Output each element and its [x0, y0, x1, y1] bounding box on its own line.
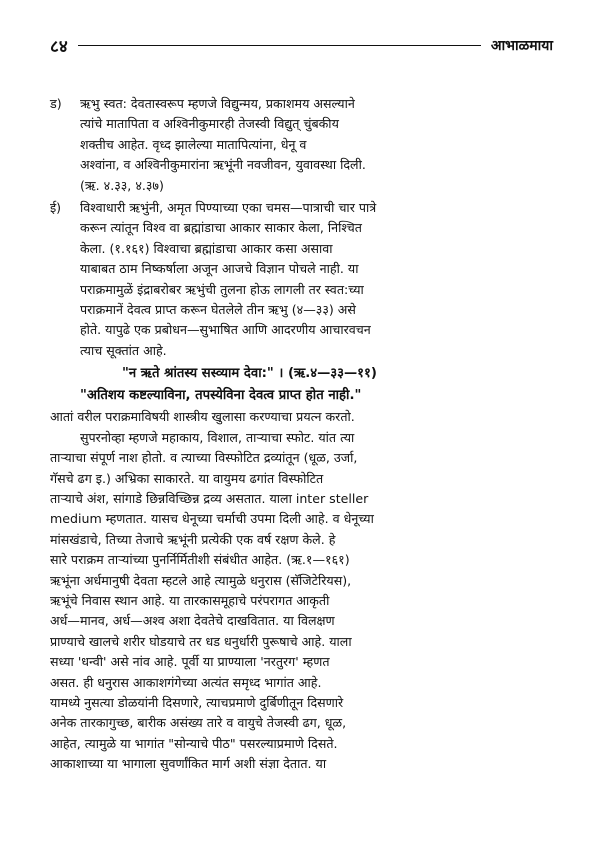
list-item-d: [50, 94, 553, 196]
text-line: यामध्ये नुसत्या डोळयांनी दिसणारे, त्याचप्रमाणे दुर्बिणीतून दिसणारे: [50, 694, 344, 710]
list-item-label: ड): [50, 96, 62, 111]
text-line: याबाबत ठाम निष्कर्षाला अजून आजचे विज्ञान पोचले नाही. या: [80, 261, 359, 277]
text-line: अर्ध—मानव, अर्ध—अश्व अशा देवतेचे दाखवितात. या विलक्षण: [50, 613, 335, 629]
text-line: गॅसचे ढग इ.) अभ्रिका साकारते. या वायुमय ढगांत विस्फोटित: [50, 470, 324, 486]
text-line: आकाशाच्या या भागाला सुवर्णांकित मार्ग अशी संज्ञा देतात. या: [50, 756, 327, 772]
text-line: सारे पराक्रम ताऱ्यांच्या पुनर्निर्मितीशी संबंधीत आहेत. (ऋ.१—१६१): [50, 552, 350, 568]
quote-translation: "अतिशय कष्टल्याविना, तपस्येविना देवत्व प्राप्त होत नाही.": [80, 388, 362, 404]
text-line: आतां वरील पराक्रमाविषयी शास्त्रीय खुलासा करण्याचा प्रयत्न करतो.: [50, 409, 355, 425]
text-line: असत. ही धनुरास आकाशगंगेच्या अत्यंत समृध्द भागांत आहे.: [50, 674, 322, 690]
list-item-text: [80, 94, 553, 196]
text-line: ऋभूंचे निवास स्थान आहे. या तारकासमूहाचे परंपरागत आकृती: [50, 592, 330, 608]
text-line: (ऋ. ४.३३, ४.३७): [80, 177, 164, 193]
text-line: ऋभूंना अर्धमानुषी देवता म्हटले आहे त्यामुळे धनुरास (सॅजिटेरियस),: [50, 572, 352, 588]
text-line: अनेक तारकागुच्छ, बारीक असंख्य तारे व वायुचे तेजस्वी ढग, धूळ,: [50, 715, 347, 731]
sanskrit-quote: "न ऋते श्रांतस्य सस्व्याम देवा:" । (ऋ.४—३३—११): [122, 366, 377, 382]
text-line: medium म्हणतात. यासच धेनूच्या चर्माची उपमा दिली आहे. व धेनूच्या: [50, 511, 374, 527]
text-line: अश्वांना, व अश्विनीकुमारांना ऋभूंनी नवजीवन, युवावस्था दिली.: [80, 157, 366, 173]
text-line: विश्वाधारी ऋभुंनी, अमृत पिण्याच्या एका चमस—पात्राची चार पात्रे: [80, 200, 377, 216]
text-line: सुपरनोव्हा म्हणजे महाकाय, विशाल, ताऱ्याचा स्फोट. यांत त्या: [80, 429, 355, 445]
paragraph-intro: [50, 407, 553, 427]
text-line: करून त्यांतून विश्व वा ब्रह्मांडाचा आकार साकार केला, निश्चित: [80, 220, 362, 236]
list-item-label: ई): [50, 200, 62, 216]
running-title: आभाळमाया: [490, 37, 553, 54]
text-line: ऋभु स्वत: देवतास्वरूप म्हणजे विद्युन्मय, प्रकाशमय असल्याने: [80, 96, 355, 111]
page-header: [50, 34, 553, 56]
text-line: सध्या 'धन्वी' असे नांव आहे. पूर्वी या प्राण्याला 'नरतुरग' म्हणत: [50, 654, 330, 670]
text-line: आहेत, त्यामुळे या भागांत "सोन्याचे पीठ" पसरल्याप्रमाणे दिसते.: [50, 735, 338, 751]
text-line: मांसखंडाचे, तिच्या तेजाचे ऋभूंनी प्रत्येकी एक वर्ष रक्षण केले. हे: [50, 531, 336, 547]
header-rule: [78, 45, 481, 46]
page-number: ८४: [50, 36, 68, 57]
list-item-text: [80, 198, 553, 361]
text-line: होते. यापुढे एक प्रबोधन—सुभाषित आणि आदरणीय आचारवचन: [80, 322, 371, 338]
text-line: ताऱ्याचा संपूर्ण नाश होतो. व त्याच्या विस्फोटित द्रव्यांतून (धूळ, उर्जा,: [50, 450, 358, 466]
text-line: त्यांचे मातापिता व अश्विनीकुमारही तेजस्वी विद्युत् चुंबकीय: [80, 116, 339, 132]
text-line: ताऱ्याचे अंश, सांगाडे छिन्नविच्छिन्न द्रव्य असतात. याला inter steller: [50, 490, 369, 506]
paragraph-supernova: [50, 428, 553, 775]
page-body: [50, 94, 553, 775]
text-line: केला. (१.१६१) विश्वाचा ब्रह्मांडाचा आकार कसा असावा: [80, 240, 333, 256]
text-line: प्राण्याचे खालचे शरीर घोडयाचे तर धड धनुर्धारी पुरूषाचे आहे. याला: [50, 633, 352, 649]
text-line: पराक्रमानें देवत्व प्राप्त करून घेतलेले तीन ऋभु (४—३३) असे: [80, 302, 356, 318]
text-line: शक्तीच आहेत. वृध्द झालेल्या मातापित्यांना, धेनू व: [80, 136, 307, 152]
text-line: त्याच सूक्तांत आहे.: [80, 342, 167, 358]
list-item-e: [50, 198, 553, 361]
text-line: पराक्रमामुळें इंद्राबरोबर ऋभुंची तुलना होऊ लागली तर स्वत:च्या: [80, 281, 364, 297]
